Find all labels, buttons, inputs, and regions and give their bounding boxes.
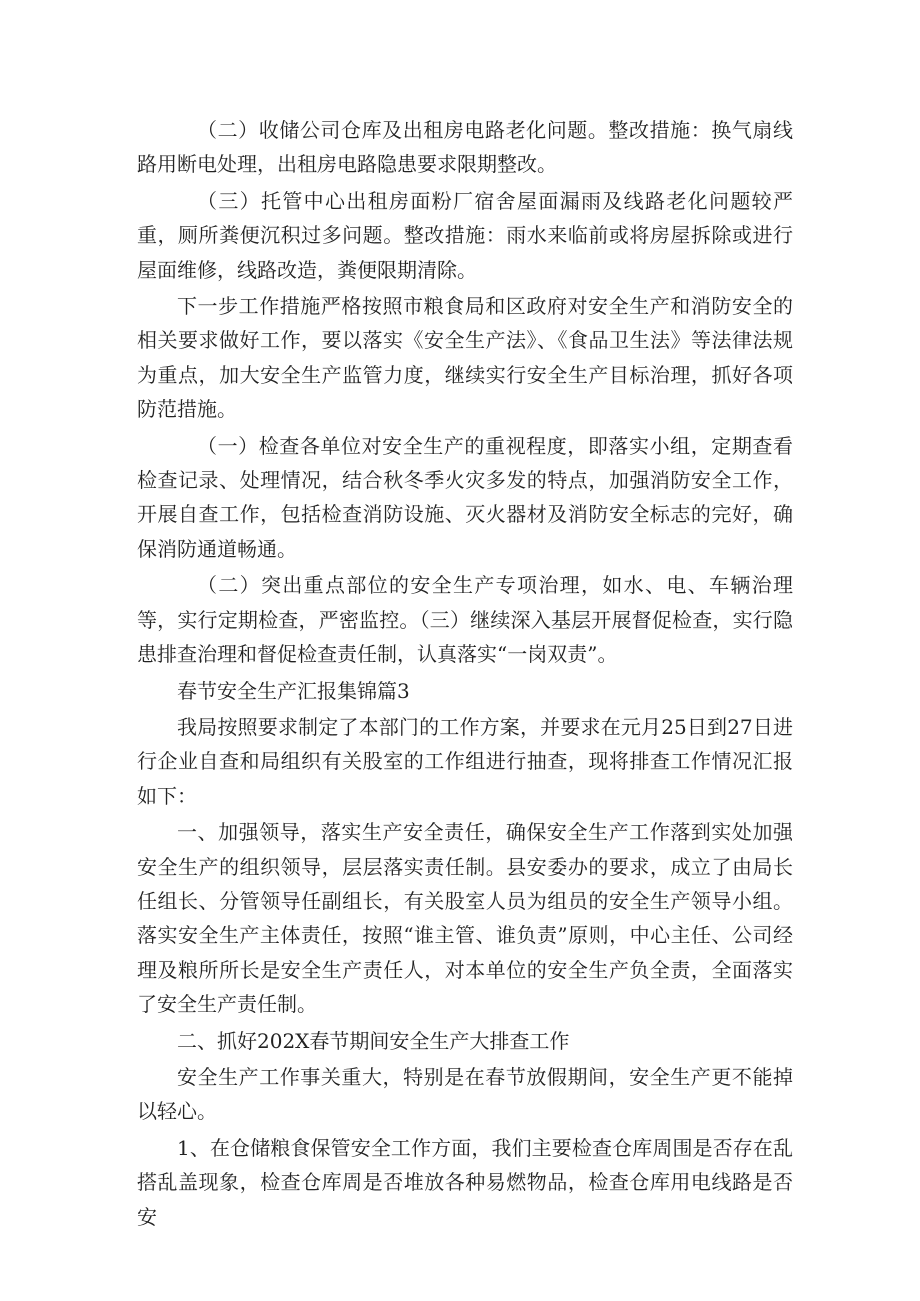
paragraph-next-steps: 下一步工作措施严格按照市粮食局和区政府对安全生产和消防安全的相关要求做好工作，要以落实《安全生产法》、《食品卫生法》等法律法规为重点，加大安全生产监管力度，继续实行安全生产目标治理，抓好各项防范措施。 (137, 294, 793, 422)
paragraph-spring-festival-check: 二、抓好202X春节期间安全生产大排查工作 (177, 1028, 570, 1053)
paragraph-key-areas: （二）突出重点部位的安全生产专项治理，如水、电、车辆治理等，实行定期检查，严密监控。（三）继续深入基层开展督促检查，实行隐患排查治理和督促检查责任制，认真落实“一岗双责”。 (137, 573, 793, 667)
document-body (137, 113, 793, 1234)
paragraph-work-plan: 我局按照要求制定了本部门的工作方案，并要求在元月25日到27日进行企业自查和局组织有关股室的工作组进行抽查，现将排查工作情况汇报如下： (137, 714, 793, 808)
paragraph-leadership: 一、加强领导，落实生产安全责任，确保安全生产工作落到实处加强安全生产的组织领导，层层落实责任制。县安委办的要求，成立了由局长任组长、分管领导任副组长，有关股室人员为组员的安全生产领导小组。落实安全生产主体责任，按照“谁主管、谁负责”原则，中心主任、公司经理及粮所所长是安全生产责任人，对本单位的安全生产负全责，全面落实了安全生产责任制。 (137, 820, 793, 1017)
section-heading-part3: 春节安全生产汇报集锦篇3 (177, 678, 410, 703)
paragraph-grain-storage: 1、在仓储粮食保管安全工作方面，我们主要检查仓库周围是否存在乱搭乱盖现象，检查仓库周是否堆放各种易燃物品，检查仓库用电线路是否安 (137, 1135, 793, 1229)
paragraph-safety-importance: 安全生产工作事关重大，特别是在春节放假期间，安全生产更不能掉以轻心。 (137, 1064, 793, 1124)
paragraph-storage-wiring: （二）收储公司仓库及出租房电路老化问题。整改措施：换气扇线路用断电处理，出租房电路隐患要求限期整改。 (137, 118, 793, 177)
paragraph-trust-center-issues: （三）托管中心出租房面粉厂宿舍屋面漏雨及线路老化问题较严重，厕所粪便沉积过多问题。整改措施：雨水来临前或将房屋拆除或进行屋面维修，线路改造，粪便限期清除。 (137, 188, 793, 282)
paragraph-inspection-units: （一）检查各单位对安全生产的重视程度，即落实小组，定期查看检查记录、处理情况，结合秋冬季火灾多发的特点，加强消防安全工作，开展自查工作，包括检查消防设施、灭火器材及消防安全标志的完好，确保消防通道畅通。 (137, 433, 793, 561)
